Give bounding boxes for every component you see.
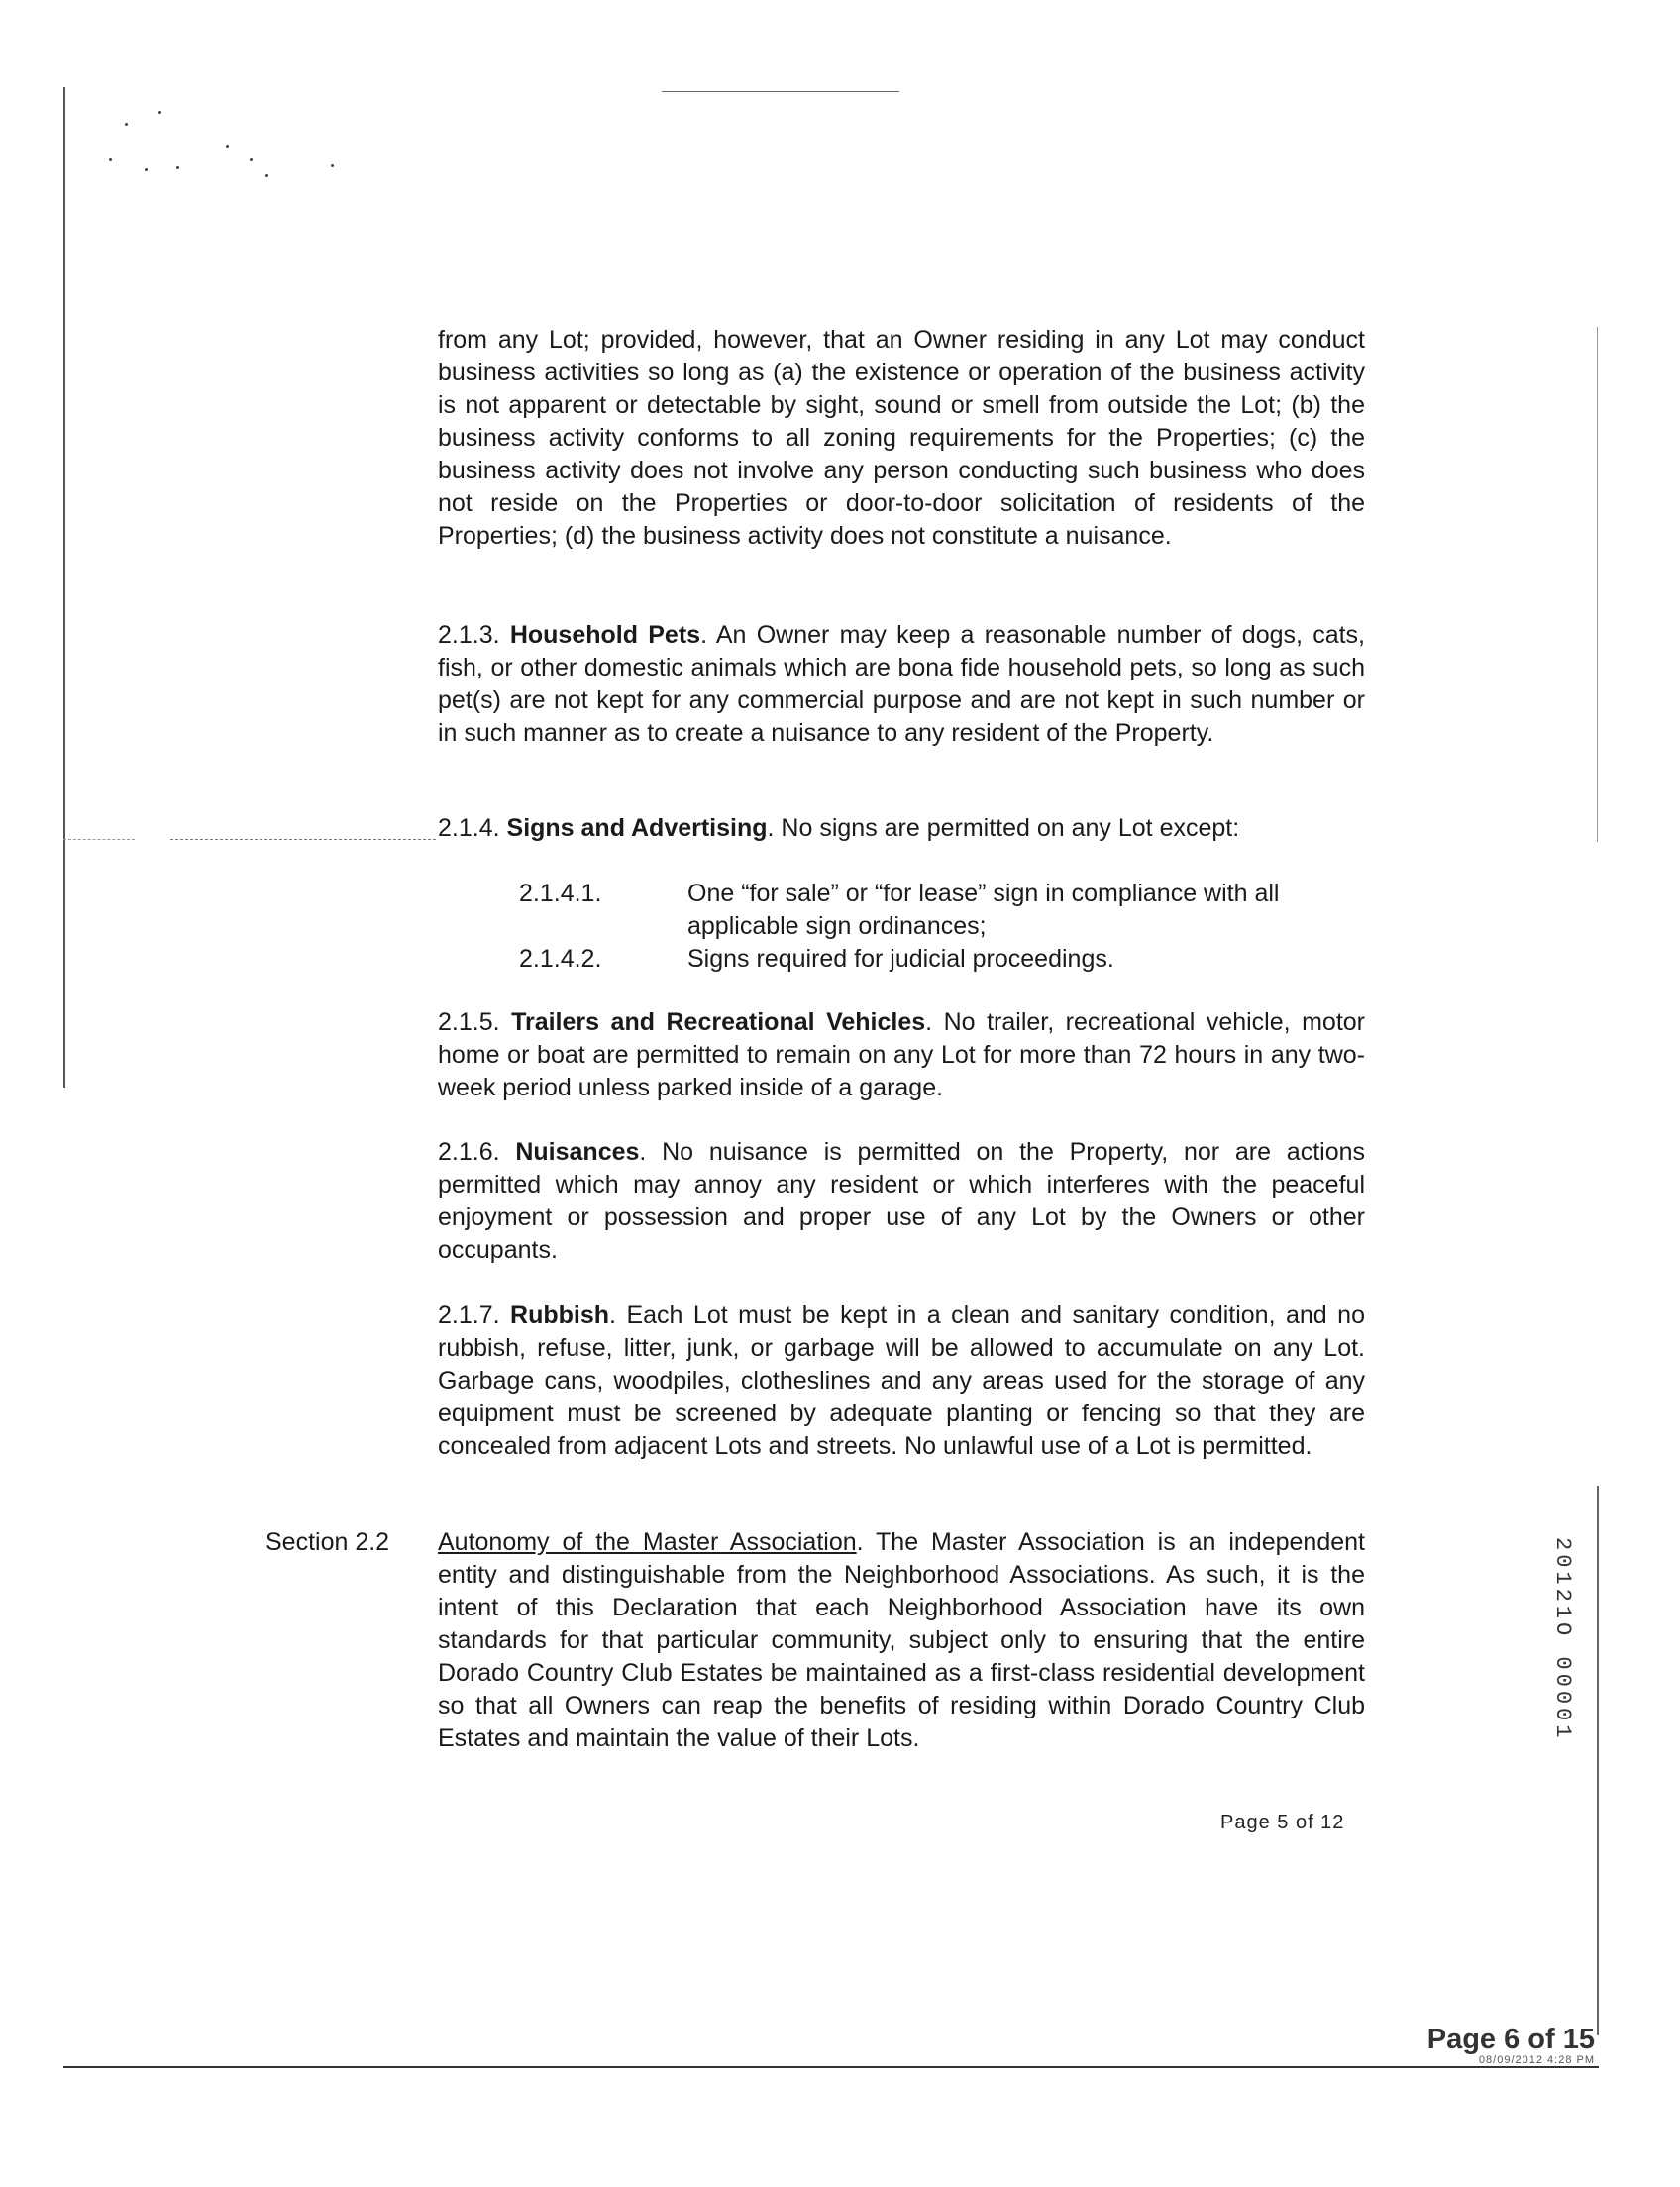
- section-2-2-label: Section 2.2: [265, 1528, 390, 1556]
- list-item: [519, 943, 1371, 976]
- page-number: Page 5 of 12: [1220, 1812, 1345, 1833]
- section-number: 2.1.5.: [438, 1008, 500, 1036]
- scan-speck: [226, 145, 229, 148]
- scan-speck: [331, 164, 334, 167]
- scan-bottom-rule: [63, 2066, 1599, 2068]
- section-number: 2.1.4.: [438, 814, 500, 842]
- scan-speck: [176, 166, 179, 169]
- section-2-1-4-signs: [438, 812, 1365, 845]
- paragraph-business-activities: from any Lot; provided, however, that an Owner residing in any Lot may conduct business activities so long as (a) the existence or operation of the business activity is not apparent or detectable by sight, sound or smell from outside the Lot; (b) the business activity conforms to all zoning requirements for the Properties; (c) the business activity does not involve any person conducting such business who does not reside on the Properties or door-to-door solicitation of residents of the Properties; (d) the business activity does not constitute a nuisance.: [438, 326, 1365, 550]
- scan-dashed-line: [170, 839, 436, 840]
- section-number: 2.1.6.: [438, 1138, 500, 1166]
- margin-recording-number: 20121O 00001: [1550, 1537, 1575, 1742]
- scan-left-edge: [63, 87, 65, 1088]
- section-title: Trailers and Recreational Vehicles: [511, 1008, 926, 1036]
- signs-exception-list: [519, 878, 1371, 976]
- section-text: . No nuisance is permitted on the Property, nor are actions permitted which may annoy any resident or which interferes with the peaceful enjoyment or possession and proper use of any Lot by the Owners or other occupants.: [438, 1138, 1365, 1264]
- section-2-1-6-nuisances: [438, 1136, 1365, 1267]
- scan-right-edge: [1597, 327, 1598, 842]
- scan-dashed-line: [63, 839, 135, 840]
- list-item-number: 2.1.4.2.: [519, 945, 602, 973]
- section-text: . No signs are permitted on any Lot except:: [767, 814, 1240, 842]
- section-2-2-autonomy: [438, 1526, 1365, 1755]
- section-title: Household Pets: [509, 621, 701, 649]
- section-text: . Each Lot must be kept in a clean and sanitary condition, and no rubbish, refuse, litter, junk, or garbage will be allowed to accumulate on any Lot. Garbage cans, woodpiles, clotheslines and any areas used for the storage of any equipment must be screened by adequate planting or fencing so that they are concealed from adjacent Lots and streets. No unlawful use of a Lot is permitted.: [438, 1302, 1365, 1460]
- section-title: Nuisances: [515, 1138, 640, 1166]
- list-item-text: Signs required for judicial proceedings.: [687, 945, 1114, 973]
- section-text: . An Owner may keep a reasonable number of dogs, cats, fish, or other domestic animals which are bona fide household pets, so long as such pet(s) are not kept for any commercial purpose and are not kept in such number or in such manner as to create a nuisance to any resident of the Property.: [438, 621, 1366, 747]
- section-title: Signs and Advertising: [506, 814, 768, 842]
- section-text: . No trailer, recreational vehicle, motor home or boat are permitted to remain on any Lot for more than 72 hours in any two-week period unless parked inside of a garage.: [438, 1008, 1365, 1101]
- section-2-1-3-household-pets: [438, 619, 1365, 750]
- scan-speck: [145, 168, 148, 171]
- recording-date-stamp: 08/09/2012 4:28 PM: [1478, 2054, 1595, 2066]
- scan-right-edge-lower: [1597, 1486, 1599, 2035]
- section-2-1-5-trailers: [438, 1006, 1365, 1104]
- scan-speck: [109, 158, 112, 161]
- list-item: [519, 878, 1371, 943]
- section-number: 2.1.3.: [438, 621, 500, 649]
- scan-top-rule: [662, 91, 899, 92]
- section-title: Autonomy of the Master Association: [438, 1528, 857, 1556]
- list-item-text: One “for sale” or “for lease” sign in compliance with all applicable sign ordinances;: [687, 880, 1280, 940]
- scan-speck: [158, 111, 161, 114]
- recording-page-stamp: Page 6 of 15: [1426, 2024, 1595, 2055]
- section-2-1-7-rubbish: [438, 1300, 1365, 1463]
- list-item-number: 2.1.4.1.: [519, 880, 602, 907]
- section-number: 2.1.7.: [438, 1302, 500, 1329]
- scan-speck: [250, 158, 253, 161]
- scan-speck: [125, 123, 128, 126]
- section-title: Rubbish: [510, 1302, 610, 1329]
- scan-speck: [265, 174, 268, 177]
- section-text: . The Master Association is an independent entity and distinguishable from the Neighborhood Associations. As such, it is the intent of this Declaration that each Neighborhood Association have its own standards for that particular community, subject only to ensuring that the entire Dorado Country Club Estates be maintained as a first-class residential development so that all Owners can reap the benefits of residing within Dorado Country Club Estates and maintain the value of their Lots.: [438, 1528, 1365, 1752]
